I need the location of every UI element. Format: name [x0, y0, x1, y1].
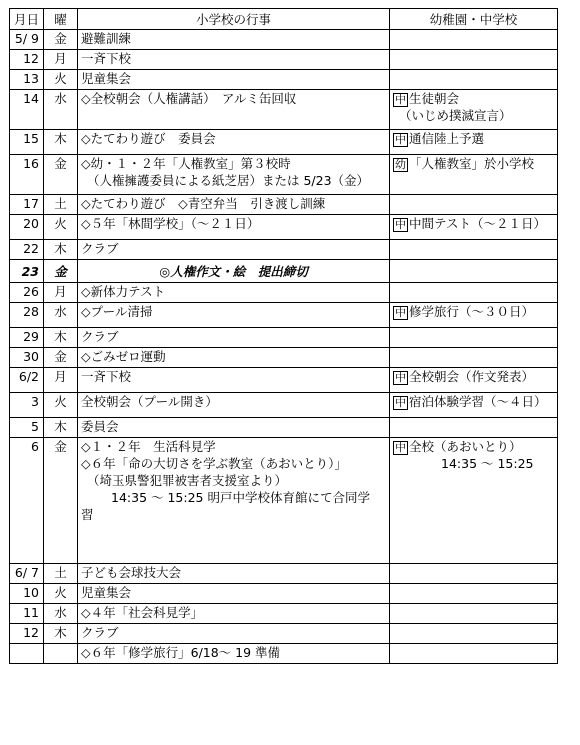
day-of-week-cell: 木 — [44, 624, 78, 644]
kindergarten-junior-high-cell — [390, 195, 558, 215]
other-school-text: 全校（あおいとり） — [409, 439, 522, 454]
event-line: 子ども会球技大会 — [81, 565, 182, 580]
date-cell: 20 — [10, 215, 44, 240]
other-school-line — [393, 303, 554, 320]
other-school-line — [393, 438, 554, 455]
elementary-events-cell — [78, 624, 390, 644]
elementary-events-cell — [78, 368, 390, 393]
elementary-events-cell — [78, 155, 390, 195]
event-line: ◇幼・１・２年「人権教室」第３校時 — [81, 156, 291, 171]
elementary-events-cell — [78, 438, 390, 564]
other-school-text: 全校朝会（作文発表） — [409, 369, 535, 384]
event-line: 委員会 — [81, 419, 119, 434]
kindergarten-junior-high-cell — [390, 368, 558, 393]
schedule-row — [10, 348, 558, 368]
day-of-week-cell: 土 — [44, 564, 78, 584]
schedule-row — [10, 240, 558, 260]
event-line: ◎人権作文・絵 提出締切 — [159, 263, 308, 279]
school-badge: 中 — [395, 93, 406, 106]
kindergarten-junior-high-cell — [390, 328, 558, 348]
event-line: 避難訓練 — [81, 31, 132, 46]
elementary-events-cell — [78, 260, 390, 283]
date-cell: 26 — [10, 283, 44, 303]
date-cell: 12 — [10, 50, 44, 70]
event-line: ◇全校朝会（人権講話） アルミ缶回収 — [81, 91, 297, 106]
date-cell: 6 — [10, 438, 44, 564]
date-cell: 10 — [10, 584, 44, 604]
kindergarten-junior-high-cell — [390, 260, 558, 283]
kindergarten-junior-high-cell — [390, 283, 558, 303]
event-line: ◇１・２年 生活科見学 — [81, 439, 216, 454]
event-line: ◇たてわり遊び ◇青空弁当 引き渡し訓練 — [81, 196, 326, 211]
schedule-body — [10, 30, 558, 664]
date-cell: 12 — [10, 624, 44, 644]
day-of-week-cell: 月 — [44, 50, 78, 70]
day-of-week-cell: 水 — [44, 303, 78, 328]
kindergarten-junior-high-cell — [390, 604, 558, 624]
elementary-events-cell — [78, 303, 390, 328]
other-school-line — [393, 90, 554, 107]
elementary-events-cell — [78, 195, 390, 215]
date-cell: 22 — [10, 240, 44, 260]
schedule-row — [10, 604, 558, 624]
school-badge: 中 — [395, 306, 406, 319]
other-school-text: 「人権教室」於小学校 — [409, 156, 535, 171]
event-line: 全校朝会（プール開き） — [81, 394, 218, 409]
other-school-text: 宿泊体験学習（～４日） — [409, 394, 547, 409]
date-cell: 15 — [10, 130, 44, 155]
kindergarten-junior-high-cell — [390, 418, 558, 438]
elementary-events-cell — [78, 348, 390, 368]
schedule-row — [10, 195, 558, 215]
event-line: ◇プール清掃 — [81, 304, 153, 319]
schedule-row — [10, 30, 558, 50]
day-of-week-cell: 金 — [44, 30, 78, 50]
event-line: ◇新体力テスト — [81, 284, 166, 299]
other-school-text: （いじめ撲滅宣言） — [399, 108, 512, 123]
event-line: ◇６年「修学旅行」6/18～ 19 準備 — [81, 645, 281, 660]
school-badge: 中 — [395, 396, 406, 409]
date-cell: 30 — [10, 348, 44, 368]
elementary-events-cell — [78, 393, 390, 418]
date-cell: 13 — [10, 70, 44, 90]
school-badge: 中 — [395, 133, 406, 146]
kindergarten-junior-high-cell — [390, 393, 558, 418]
day-of-week-cell: 金 — [44, 348, 78, 368]
schedule-row — [10, 283, 558, 303]
elementary-events-cell — [78, 30, 390, 50]
date-cell: 5 — [10, 418, 44, 438]
day-of-week-cell: 火 — [44, 70, 78, 90]
school-badge: 中 — [395, 371, 406, 384]
date-cell — [10, 644, 44, 664]
date-cell: 29 — [10, 328, 44, 348]
event-line: 14:35 ～ 15:25 明戸中学校体育館にて合同学 — [111, 490, 370, 505]
kindergarten-junior-high-cell — [390, 584, 558, 604]
schedule-row — [10, 155, 558, 195]
other-school-text: 修学旅行（～３０日） — [409, 304, 535, 319]
date-cell: 5/ 9 — [10, 30, 44, 50]
day-of-week-cell: 土 — [44, 195, 78, 215]
event-line: クラブ — [81, 241, 119, 256]
event-line: ◇ごみゼロ運動 — [81, 349, 166, 364]
other-school-line — [393, 107, 554, 124]
event-line: ◇５年「林間学校」（～２１日） — [81, 216, 260, 231]
day-of-week-cell: 金 — [44, 260, 78, 283]
other-school-text: 中間テスト（～２１日） — [409, 216, 547, 231]
kindergarten-junior-high-cell — [390, 303, 558, 328]
schedule-row — [10, 303, 558, 328]
elementary-events-cell — [78, 328, 390, 348]
day-of-week-cell: 火 — [44, 393, 78, 418]
day-of-week-cell: 月 — [44, 283, 78, 303]
event-line: ◇４年「社会科見学」 — [81, 605, 204, 620]
day-of-week-cell — [44, 644, 78, 664]
date-cell: 11 — [10, 604, 44, 624]
event-line: ◇たてわり遊び 委員会 — [81, 131, 216, 146]
kindergarten-junior-high-cell — [390, 90, 558, 130]
other-school-line — [393, 455, 554, 472]
date-cell: 3 — [10, 393, 44, 418]
other-school-text: 生徒朝会 — [409, 91, 460, 106]
day-of-week-cell: 木 — [44, 328, 78, 348]
event-line: 児童集会 — [81, 585, 132, 600]
schedule-row — [10, 130, 558, 155]
kindergarten-junior-high-cell — [390, 564, 558, 584]
kindergarten-junior-high-cell — [390, 624, 558, 644]
day-of-week-cell: 火 — [44, 215, 78, 240]
kindergarten-junior-high-cell — [390, 130, 558, 155]
kindergarten-junior-high-cell — [390, 348, 558, 368]
day-of-week-cell: 月 — [44, 368, 78, 393]
date-cell: 16 — [10, 155, 44, 195]
date-cell: 23 — [10, 260, 44, 283]
school-badge: 中 — [395, 218, 406, 231]
schedule-row — [10, 70, 558, 90]
elementary-events-cell — [78, 130, 390, 155]
other-school-text: 通信陸上予選 — [409, 131, 485, 146]
schedule-row — [10, 644, 558, 664]
other-school-line — [393, 155, 554, 172]
school-badge: 幼 — [395, 158, 406, 171]
kindergarten-junior-high-cell — [390, 30, 558, 50]
event-line: クラブ — [81, 329, 119, 344]
elementary-events-cell — [78, 215, 390, 240]
schedule-row — [10, 584, 558, 604]
elementary-events-cell — [78, 604, 390, 624]
day-of-week-cell: 木 — [44, 418, 78, 438]
schedule-row — [10, 90, 558, 130]
event-line: 習 — [81, 507, 94, 522]
schedule-row — [10, 50, 558, 70]
kindergarten-junior-high-cell — [390, 644, 558, 664]
event-line: （埼玉県警犯罪被害者支援室より） — [87, 473, 288, 488]
schedule-row — [10, 438, 558, 564]
elementary-events-cell — [78, 283, 390, 303]
kindergarten-junior-high-cell — [390, 215, 558, 240]
kindergarten-junior-high-cell — [390, 240, 558, 260]
elementary-events-cell — [78, 240, 390, 260]
header-date: 月日 — [10, 9, 44, 30]
day-of-week-cell: 木 — [44, 240, 78, 260]
other-school-line — [393, 393, 554, 410]
other-school-text: 14:35 ～ 15:25 — [441, 456, 534, 471]
date-cell: 28 — [10, 303, 44, 328]
date-cell: 6/ 7 — [10, 564, 44, 584]
header-day-of-week: 曜 — [44, 9, 78, 30]
elementary-events-cell — [78, 90, 390, 130]
event-line: （人権擁護委員による紙芝居）または 5/23（金） — [87, 173, 370, 188]
day-of-week-cell: 水 — [44, 604, 78, 624]
kindergarten-junior-high-cell — [390, 155, 558, 195]
date-cell: 14 — [10, 90, 44, 130]
day-of-week-cell: 金 — [44, 155, 78, 195]
schedule-row — [10, 260, 558, 283]
event-schedule-table — [9, 8, 558, 664]
school-badge: 中 — [395, 441, 406, 454]
elementary-events-cell — [78, 70, 390, 90]
elementary-events-cell — [78, 50, 390, 70]
schedule-row — [10, 418, 558, 438]
day-of-week-cell: 金 — [44, 438, 78, 564]
header-elementary-events: 小学校の行事 — [78, 9, 390, 30]
event-line: 一斉下校 — [81, 369, 132, 384]
date-cell: 6/2 — [10, 368, 44, 393]
date-cell: 17 — [10, 195, 44, 215]
event-line: 児童集会 — [81, 71, 132, 86]
event-line: ◇６年「命の大切さを学ぶ教室（あおいとり）」 — [81, 456, 347, 471]
kindergarten-junior-high-cell — [390, 70, 558, 90]
schedule-row — [10, 564, 558, 584]
schedule-row — [10, 624, 558, 644]
elementary-events-cell — [78, 418, 390, 438]
schedule-row — [10, 328, 558, 348]
other-school-line — [393, 130, 554, 147]
elementary-events-cell — [78, 564, 390, 584]
event-line: 一斉下校 — [81, 51, 132, 66]
schedule-row — [10, 393, 558, 418]
elementary-events-cell — [78, 644, 390, 664]
day-of-week-cell: 火 — [44, 584, 78, 604]
elementary-events-cell — [78, 584, 390, 604]
event-line: クラブ — [81, 625, 119, 640]
day-of-week-cell: 木 — [44, 130, 78, 155]
kindergarten-junior-high-cell — [390, 438, 558, 564]
schedule-row — [10, 215, 558, 240]
other-school-line — [393, 215, 554, 232]
header-row — [10, 9, 558, 30]
day-of-week-cell: 水 — [44, 90, 78, 130]
kindergarten-junior-high-cell — [390, 50, 558, 70]
schedule-row — [10, 368, 558, 393]
other-school-line — [393, 368, 554, 385]
header-kindergarten-junior-high: 幼稚園・中学校 — [390, 9, 558, 30]
